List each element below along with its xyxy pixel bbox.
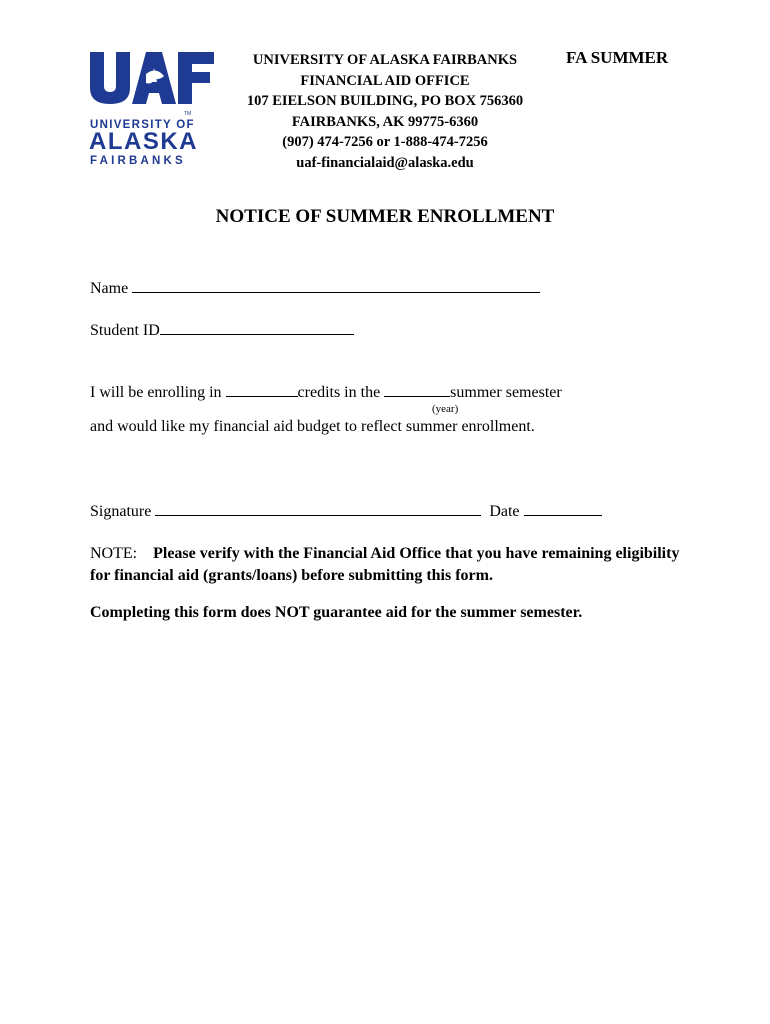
signature-row bbox=[90, 501, 602, 521]
guarantee-disclaimer: Completing this form does NOT guarantee aid for the summer semester. bbox=[90, 604, 583, 621]
enroll-middle: credits in the bbox=[297, 384, 381, 401]
header-university: UNIVERSITY OF ALASKA FAIRBANKS bbox=[252, 52, 518, 68]
year-field[interactable] bbox=[384, 382, 450, 397]
uaf-logo-graphic bbox=[88, 48, 218, 166]
eligibility-note bbox=[90, 543, 690, 587]
logo-line-2: ALASKA bbox=[89, 128, 198, 155]
student-id-label: Student ID bbox=[90, 322, 160, 339]
logo-line-1: UNIVERSITY OF bbox=[90, 119, 195, 131]
page-title: NOTICE OF SUMMER ENROLLMENT bbox=[215, 206, 555, 227]
name-label: Name bbox=[90, 280, 129, 297]
signature-label: Signature bbox=[90, 503, 152, 520]
student-id-row bbox=[90, 320, 354, 340]
header-office: FINANCIAL AID OFFICE bbox=[300, 72, 470, 89]
year-hint: (year) bbox=[432, 403, 459, 415]
name-row bbox=[90, 278, 540, 298]
name-field[interactable] bbox=[132, 278, 540, 293]
date-field[interactable] bbox=[524, 501, 602, 516]
form-code-label: FA SUMMER bbox=[566, 48, 669, 67]
note-text: Please verify with the Financial Aid Office that you have remaining eligibility for financial aid (grants/loans) before submitting this form. bbox=[90, 545, 680, 584]
enrollment-row bbox=[90, 382, 562, 402]
header-email: uaf-financialaid@alaska.edu bbox=[296, 154, 474, 171]
uaf-logo bbox=[88, 48, 218, 166]
header-address: 107 EIELSON BUILDING, PO BOX 756360 bbox=[246, 93, 524, 109]
date-label: Date bbox=[489, 503, 520, 520]
logo-line-3: FAIRBANKS bbox=[90, 155, 186, 166]
enrollment-line-2: and would like my financial aid budget to reflect summer enrollment. bbox=[90, 418, 535, 435]
enroll-suffix: summer semester bbox=[450, 384, 562, 401]
header-phone: (907) 474-7256 or 1-888-474-7256 bbox=[282, 134, 488, 150]
header-city: FAIRBANKS, AK 99775-6360 bbox=[291, 113, 479, 130]
enroll-prefix: I will be enrolling in bbox=[90, 384, 222, 401]
student-id-field[interactable] bbox=[160, 320, 354, 335]
office-header bbox=[230, 50, 540, 173]
logo-tm: TM bbox=[184, 111, 192, 117]
signature-field[interactable] bbox=[155, 501, 481, 516]
credits-field[interactable] bbox=[226, 382, 298, 397]
note-prefix: NOTE: bbox=[90, 545, 138, 562]
